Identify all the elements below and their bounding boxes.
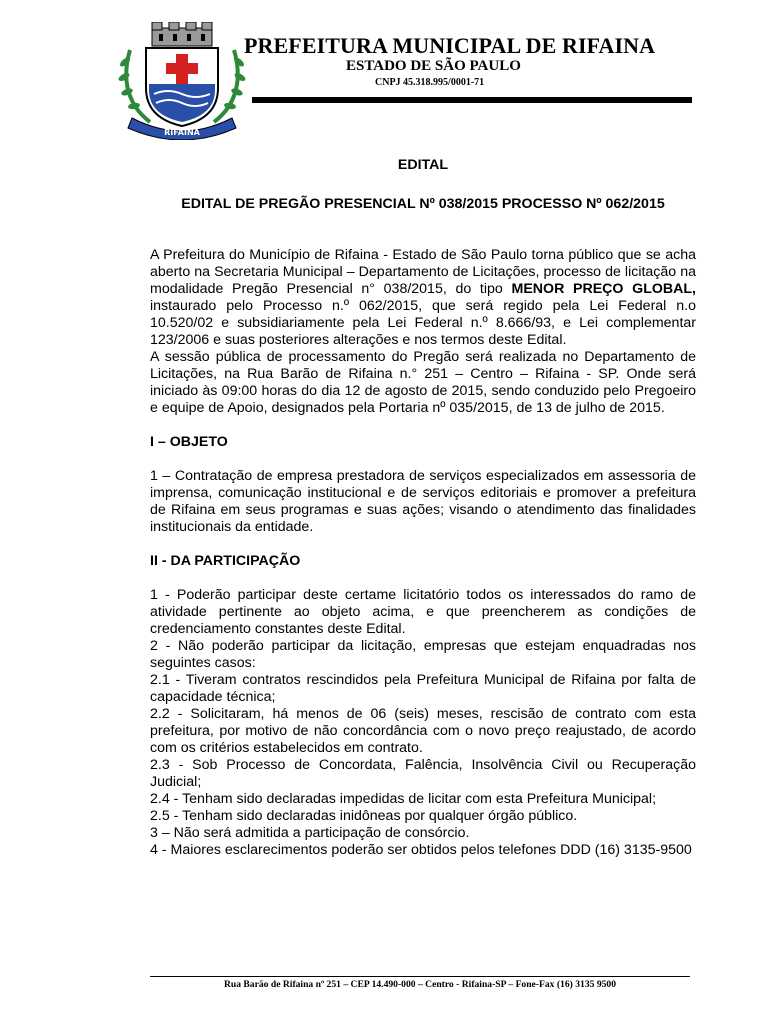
header-divider (252, 97, 692, 103)
list-item: 2.1 - Tiveram contratos rescindidos pela Prefeitura Municipal de Rifaina por falta de capacidade técnica; (150, 672, 696, 705)
crest-ribbon-text: RIFAINA (164, 128, 200, 137)
list-item: 4 - Maiores esclarecimentos poderão ser obtidos pelos telefones DDD (16) 3135-9500 (150, 842, 692, 858)
list-item: 2.2 - Solicitaram, há menos de 06 (seis) meses, rescisão de contrato com esta prefeitura, por motivo de não concordância com o novo preço reajustado, de acordo com os critérios estabelecidos em contrato. (150, 706, 696, 756)
document-body (150, 157, 696, 859)
intro-paragraph-2: A sessão pública de processamento do Pregão será realizada no Departamento de Licitações, na Rua Barão de Rifaina n.° 251 – Centro – Rifaina - SP. Onde será iniciado às 09:00 horas do dia 12 de agosto de 2015, sendo conduzido pelo Pregoeiro e equipe de Apoio, designados pela Portaria nº 035/2015, de 13 de julho de 2015. (150, 349, 696, 416)
intro-text-a: A Prefeitura do Município de Rifaina - Estado de São Paulo torna público que se acha aberto na Secretaria Municipal – Departamento de Licitações, processo de licitação na modalidade Pregão Presencial n° 038/2015, do tipo (150, 247, 696, 297)
municipality-title: PREFEITURA MUNICIPAL DE RIFAINA (244, 33, 656, 58)
intro-text-b: instaurado pelo Processo n.º 062/2015, que será regido pela Lei Federal n.o 10.520/02 e subsidiariamente pela Lei Federal n.º 8.666/93, e Lei complementar 123/2006 e suas posteriores alterações e nos termos deste Edital. (150, 298, 696, 348)
intro-bold-term: MENOR PREÇO GLOBAL, (511, 281, 696, 297)
list-item: 1 - Poderão participar deste certame licitatório todos os interessados do ramo de atividade pertinente ao objeto acima, e que preencherem as condições de credenciamento constantes deste Edital. (150, 587, 696, 637)
list-item: 3 – Não será admitida a participação de consórcio. (150, 825, 470, 841)
section-title-objeto: I – OBJETO (150, 434, 228, 450)
cnpj-number: CNPJ 45.318.995/0001-71 (375, 77, 485, 88)
list-item: 2.3 - Sob Processo de Concordata, Falência, Insolvência Civil ou Recuperação Judicial; (150, 757, 696, 790)
intro-paragraph-1 (150, 247, 696, 349)
list-item: 2 - Não poderão participar da licitação, empresas que estejam enquadradas nos seguintes casos: (150, 638, 696, 671)
state-name: ESTADO DE SÃO PAULO (346, 58, 521, 74)
footer-address: Rua Barão de Rifaina nº 251 – CEP 14.490-000 – Centro - Rifaina-SP – Fone-Fax (16) 3135 9500 (223, 979, 617, 990)
document-subheading: EDITAL DE PREGÃO PRESENCIAL Nº 038/2015 PROCESSO Nº 062/2015 (181, 196, 665, 212)
document-heading: EDITAL (397, 157, 449, 173)
municipal-coat-of-arms (112, 22, 252, 140)
section-title-participacao: II - DA PARTICIPAÇÃO (150, 553, 301, 569)
list-item: 2.5 - Tenham sido declaradas inidôneas por qualquer órgão público. (150, 808, 578, 824)
objeto-paragraph: 1 – Contratação de empresa prestadora de serviços especializados em assessoria de imprensa, comunicação institucional e de serviços editoriais e promover a prefeitura de Rifaina em seus programas e suas ações; visando o atendimento das finalidades institucionais da entidade. (150, 468, 696, 535)
letterhead (0, 0, 770, 140)
footer-divider (150, 976, 690, 977)
list-item: 2.4 - Tenham sido declaradas impedidas de licitar com esta Prefeitura Municipal; (150, 791, 657, 807)
